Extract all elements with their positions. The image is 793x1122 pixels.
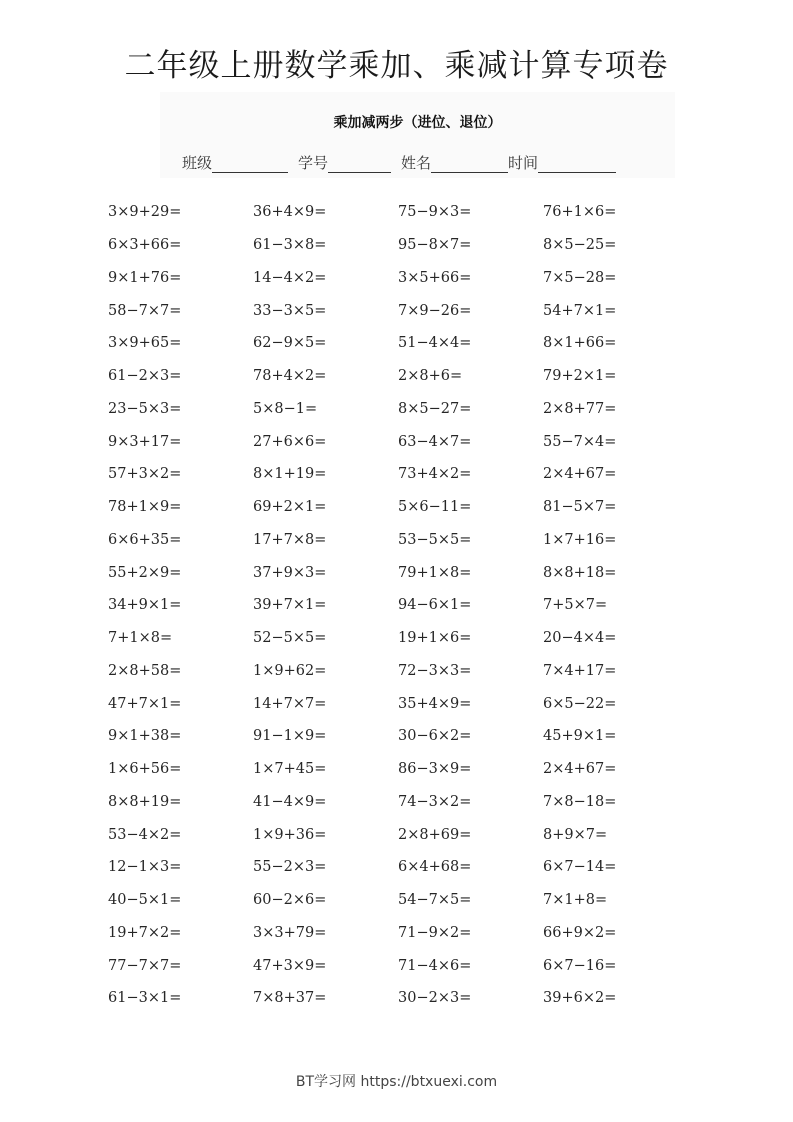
footer-watermark: BT学习网 https://btxuexi.com	[295, 1074, 498, 1090]
time-label: 时间	[508, 154, 539, 172]
problem-expression: 7×5−28=	[543, 269, 617, 286]
problem-grid	[108, 196, 688, 1015]
problem-expression: 8×1+66=	[543, 335, 617, 352]
problem-row	[108, 753, 688, 786]
problem-expression: 7×1+8=	[543, 892, 608, 909]
problem-expression: 53−5×5=	[398, 531, 472, 548]
problem-expression: 81−5×7=	[543, 499, 617, 516]
problem-expression: 72−3×3=	[398, 662, 472, 679]
problem-expression: 39+6×2=	[543, 990, 617, 1007]
time-field	[508, 152, 616, 173]
problem-row	[108, 655, 688, 688]
problem-expression: 76+1×6=	[543, 204, 617, 221]
problem-expression: 33−3×5=	[253, 302, 327, 319]
problem-expression: 63−4×7=	[398, 433, 472, 450]
student-number-blank	[328, 158, 391, 173]
problem-expression: 8×8+18=	[543, 564, 617, 581]
problem-expression: 23−5×3=	[108, 400, 182, 417]
class-blank	[212, 158, 288, 173]
problem-expression: 2×8+77=	[543, 400, 617, 417]
problem-expression: 2×4+67=	[543, 761, 617, 778]
time-blank	[538, 158, 616, 173]
problem-expression: 47+7×1=	[108, 695, 182, 712]
problem-row	[108, 851, 688, 884]
problem-expression: 55−7×4=	[543, 433, 617, 450]
problem-row	[108, 360, 688, 393]
page-title: 二年级上册数学乘加、乘减计算专项卷	[124, 48, 669, 84]
problem-row	[108, 884, 688, 917]
problem-expression: 74−3×2=	[398, 793, 472, 810]
problem-expression: 53−4×2=	[108, 826, 182, 843]
problem-expression: 78+4×2=	[253, 368, 327, 385]
problem-expression: 35+4×9=	[398, 695, 472, 712]
problem-expression: 19+1×6=	[398, 630, 472, 647]
problem-expression: 54+7×1=	[543, 302, 617, 319]
problem-expression: 20−4×4=	[543, 630, 617, 647]
student-number-label: 学号	[298, 154, 329, 172]
problem-expression: 62−9×5=	[253, 335, 327, 352]
problem-row	[108, 393, 688, 426]
problem-expression: 61−2×3=	[108, 368, 182, 385]
problem-expression: 9×1+38=	[108, 728, 182, 745]
problem-expression: 58−7×7=	[108, 302, 182, 319]
problem-expression: 8×5−27=	[398, 400, 472, 417]
problem-expression: 57+3×2=	[108, 466, 182, 483]
problem-row	[108, 818, 688, 851]
problem-row	[108, 524, 688, 557]
problem-expression: 14−4×2=	[253, 269, 327, 286]
problem-expression: 77−7×7=	[108, 957, 182, 974]
problem-expression: 7×4+17=	[543, 662, 617, 679]
class-label: 班级	[182, 154, 213, 172]
problem-row	[108, 196, 688, 229]
problem-expression: 54−7×5=	[398, 892, 472, 909]
problem-expression: 86−3×9=	[398, 761, 472, 778]
problem-expression: 7×8−18=	[543, 793, 617, 810]
problem-expression: 60−2×6=	[253, 892, 327, 909]
problem-row	[108, 491, 688, 524]
problem-expression: 17+7×8=	[253, 531, 327, 548]
problem-row	[108, 949, 688, 982]
problem-expression: 9×1+76=	[108, 269, 182, 286]
problem-expression: 78+1×9=	[108, 499, 182, 516]
problem-expression: 6×7−16=	[543, 957, 617, 974]
problem-row	[108, 982, 688, 1015]
problem-expression: 45+9×1=	[543, 728, 617, 745]
problem-expression: 1×9+62=	[253, 662, 327, 679]
problem-expression: 41−4×9=	[253, 793, 327, 810]
problem-expression: 79+2×1=	[543, 368, 617, 385]
problem-row	[108, 720, 688, 753]
problem-expression: 66+9×2=	[543, 924, 617, 941]
problem-expression: 39+7×1=	[253, 597, 327, 614]
problem-expression: 19+7×2=	[108, 924, 182, 941]
problem-expression: 7+5×7=	[543, 597, 608, 614]
problem-row	[108, 556, 688, 589]
problem-expression: 30−2×3=	[398, 990, 472, 1007]
problem-expression: 6×7−14=	[543, 859, 617, 876]
class-field	[182, 152, 288, 173]
worksheet-subtitle: 乘加减两步（进位、退位）	[333, 115, 502, 131]
student-info-line	[182, 152, 616, 173]
problem-row	[108, 458, 688, 491]
problem-expression: 47+3×9=	[253, 957, 327, 974]
problem-expression: 14+7×7=	[253, 695, 327, 712]
problem-expression: 95−8×7=	[398, 237, 472, 254]
problem-expression: 73+4×2=	[398, 466, 472, 483]
problem-row	[108, 229, 688, 262]
problem-expression: 8×8+19=	[108, 793, 182, 810]
problem-expression: 3×9+29=	[108, 204, 182, 221]
problem-expression: 12−1×3=	[108, 859, 182, 876]
problem-expression: 55−2×3=	[253, 859, 327, 876]
problem-expression: 7×8+37=	[253, 990, 327, 1007]
problem-row	[108, 262, 688, 295]
problem-expression: 30−6×2=	[398, 728, 472, 745]
problem-expression: 7+1×8=	[108, 630, 173, 647]
problem-expression: 2×8+6=	[398, 368, 463, 385]
problem-expression: 2×4+67=	[543, 466, 617, 483]
problem-expression: 36+4×9=	[253, 204, 327, 221]
problem-expression: 37+9×3=	[253, 564, 327, 581]
problem-expression: 9×3+17=	[108, 433, 182, 450]
problem-expression: 8×5−25=	[543, 237, 617, 254]
problem-expression: 3×3+79=	[253, 924, 327, 941]
problem-expression: 6×4+68=	[398, 859, 472, 876]
problem-expression: 40−5×1=	[108, 892, 182, 909]
problem-row	[108, 589, 688, 622]
problem-expression: 1×7+16=	[543, 531, 617, 548]
problem-expression: 6×3+66=	[108, 237, 182, 254]
problem-expression: 71−4×6=	[398, 957, 472, 974]
problem-expression: 6×6+35=	[108, 531, 182, 548]
problem-expression: 75−9×3=	[398, 204, 472, 221]
problem-expression: 5×6−11=	[398, 499, 472, 516]
problem-expression: 61−3×1=	[108, 990, 182, 1007]
problem-expression: 61−3×8=	[253, 237, 327, 254]
problem-expression: 34+9×1=	[108, 597, 182, 614]
problem-expression: 94−6×1=	[398, 597, 472, 614]
problem-expression: 8×1+19=	[253, 466, 327, 483]
problem-expression: 2×8+58=	[108, 662, 182, 679]
problem-expression: 55+2×9=	[108, 564, 182, 581]
problem-expression: 79+1×8=	[398, 564, 472, 581]
problem-expression: 2×8+69=	[398, 826, 472, 843]
problem-expression: 1×9+36=	[253, 826, 327, 843]
problem-expression: 27+6×6=	[253, 433, 327, 450]
problem-expression: 3×5+66=	[398, 269, 472, 286]
problem-expression: 7×9−26=	[398, 302, 472, 319]
problem-row	[108, 327, 688, 360]
name-field	[401, 152, 508, 173]
problem-expression: 71−9×2=	[398, 924, 472, 941]
problem-row	[108, 294, 688, 327]
problem-row	[108, 786, 688, 819]
problem-expression: 69+2×1=	[253, 499, 327, 516]
problem-expression: 1×7+45=	[253, 761, 327, 778]
problem-expression: 5×8−1=	[253, 400, 318, 417]
problem-expression: 52−5×5=	[253, 630, 327, 647]
problem-expression: 51−4×4=	[398, 335, 472, 352]
name-blank	[431, 158, 508, 173]
student-number-field	[298, 152, 391, 173]
name-label: 姓名	[401, 154, 432, 172]
problem-row	[108, 917, 688, 950]
problem-row	[108, 687, 688, 720]
problem-expression: 6×5−22=	[543, 695, 617, 712]
worksheet-header	[160, 92, 675, 178]
problem-expression: 91−1×9=	[253, 728, 327, 745]
problem-row	[108, 622, 688, 655]
problem-expression: 1×6+56=	[108, 761, 182, 778]
problem-expression: 3×9+65=	[108, 335, 182, 352]
problem-row	[108, 425, 688, 458]
problem-expression: 8+9×7=	[543, 826, 608, 843]
